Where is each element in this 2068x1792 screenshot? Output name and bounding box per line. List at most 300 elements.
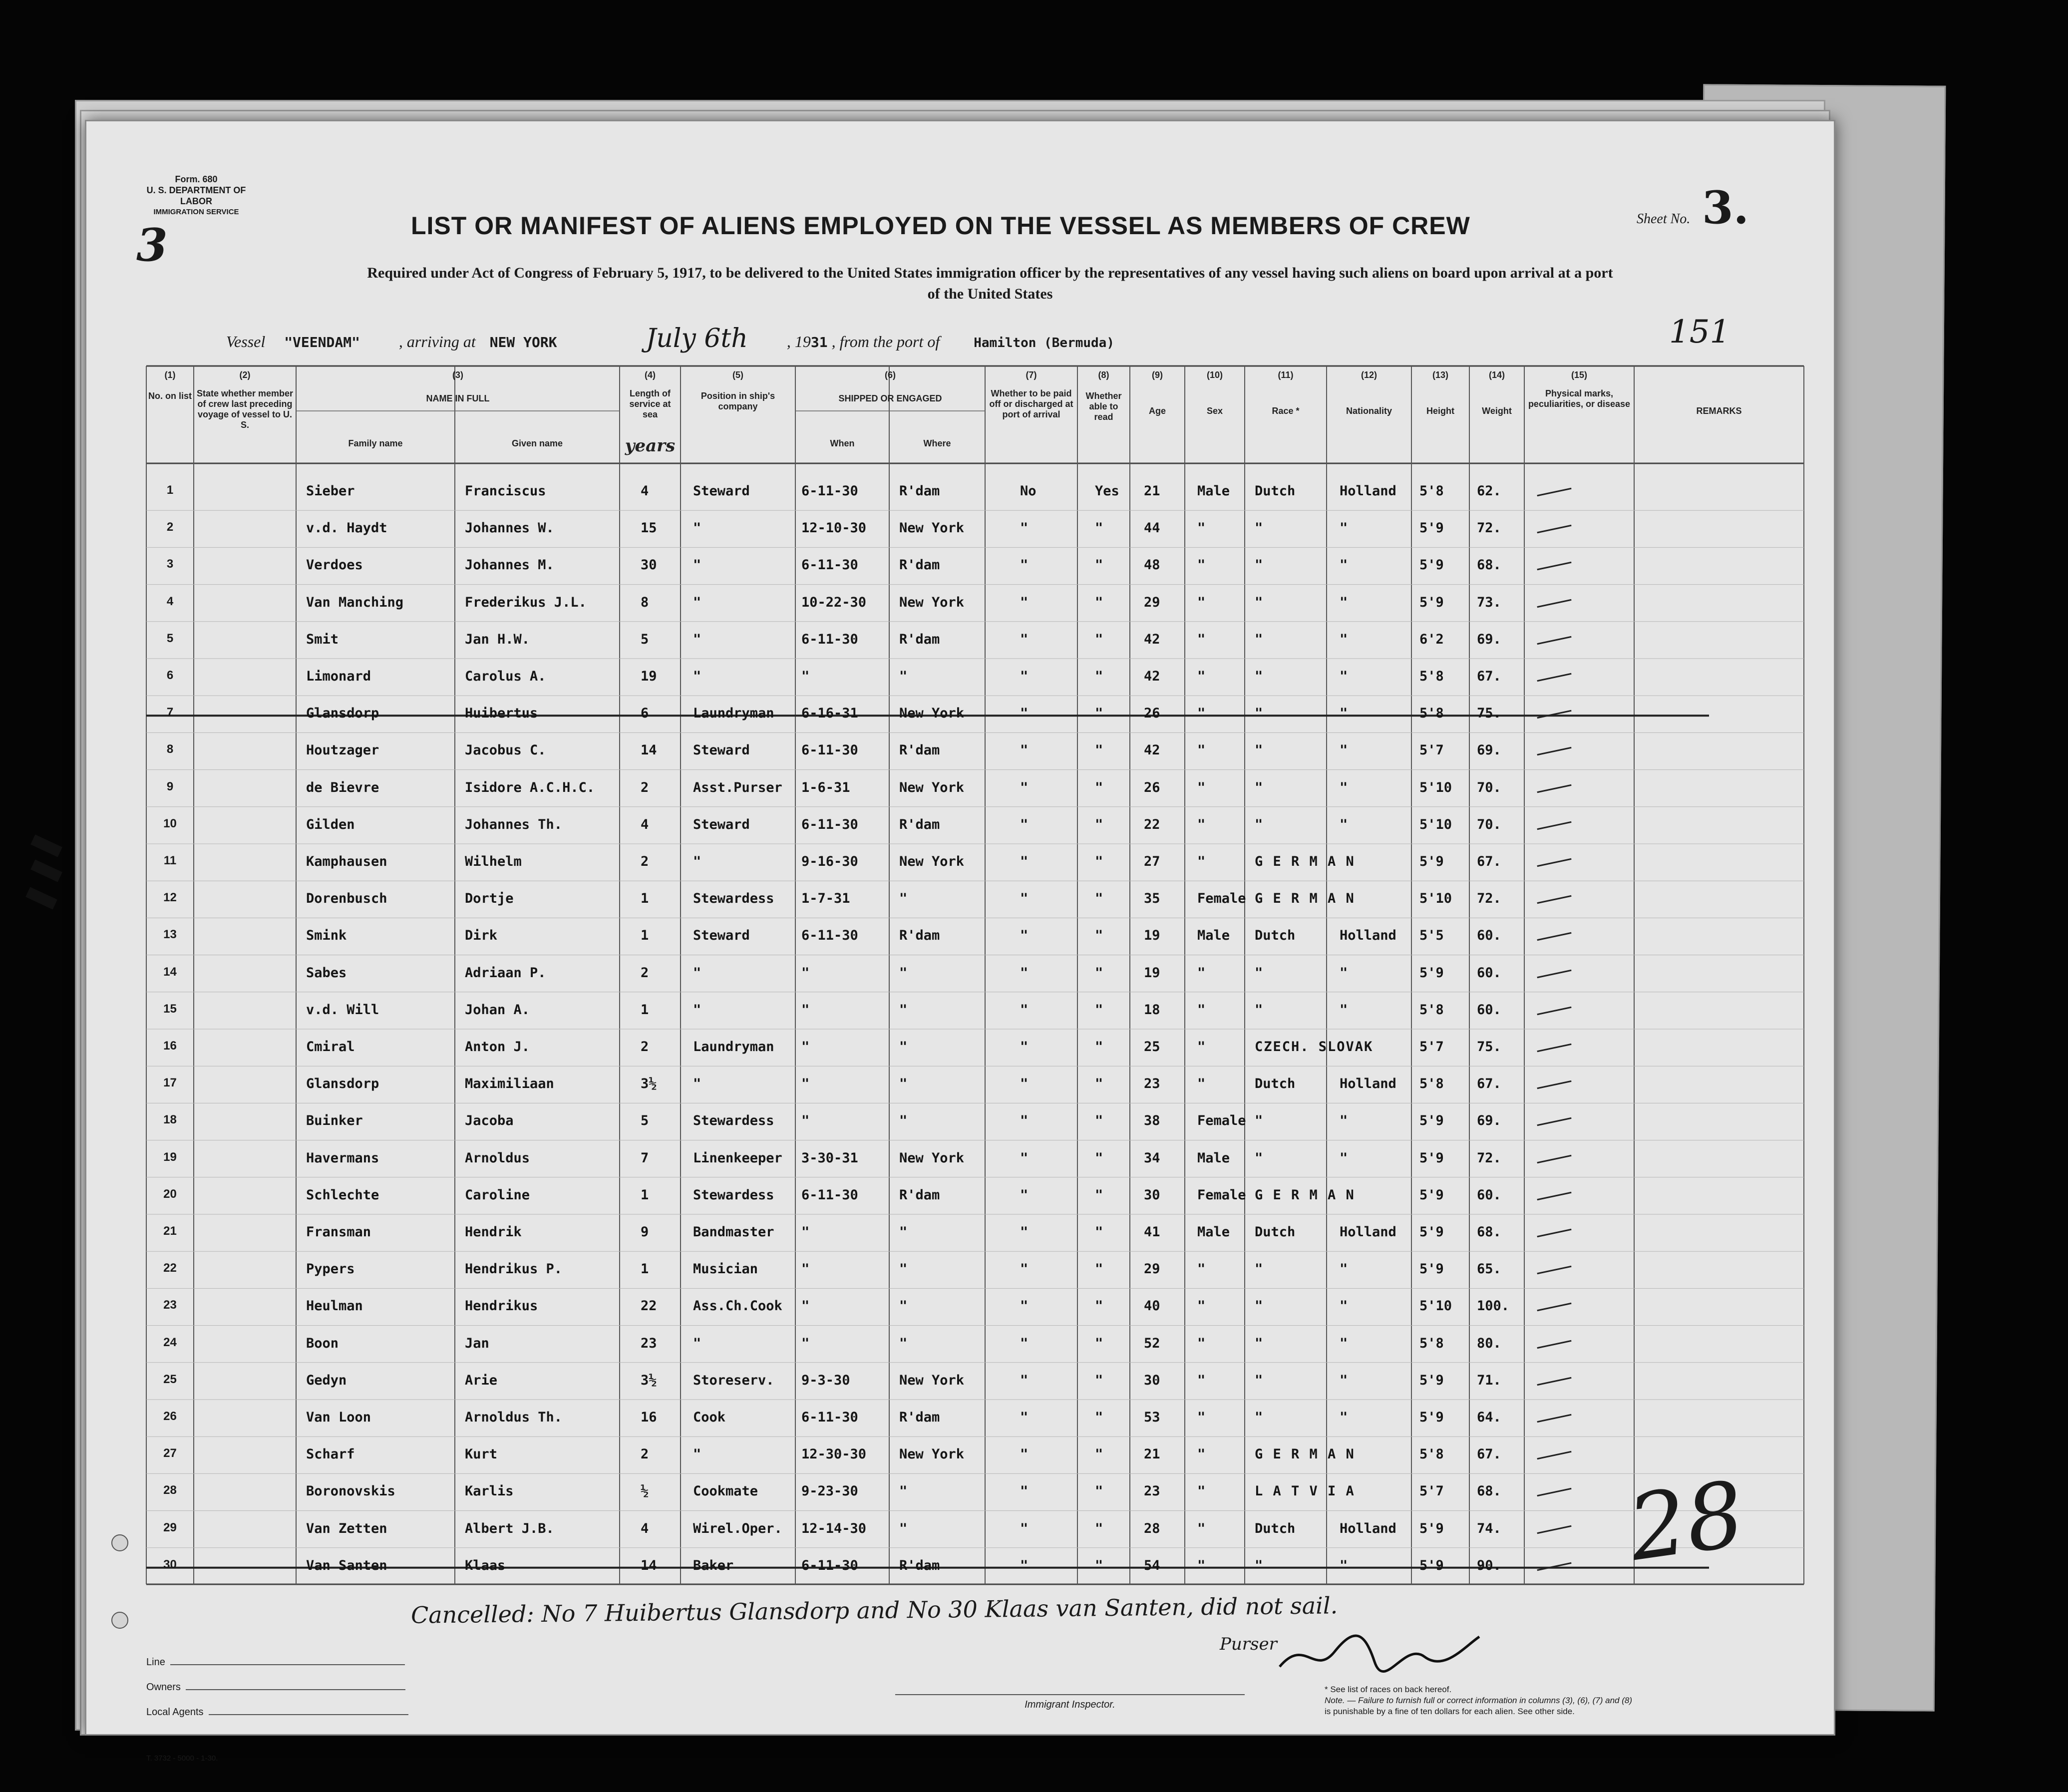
cell-nationality: "	[1340, 1002, 1348, 1018]
cell-family-name: Boronovskis	[306, 1483, 395, 1499]
cell-able-to-read: "	[1095, 706, 1103, 721]
row-number: 29	[163, 1520, 177, 1534]
physical-marks-dash	[1537, 747, 1571, 755]
physical-marks-dash	[1537, 858, 1571, 867]
cell-shipped-where: R'dam	[899, 483, 940, 499]
cell-service-years: 4	[641, 816, 649, 832]
row-number: 8	[166, 742, 174, 756]
cell-height: 5'9	[1419, 594, 1444, 610]
cell-family-name: Verdoes	[306, 557, 363, 573]
cell-sex: "	[1197, 1372, 1206, 1388]
cell-shipped-where: "	[899, 1520, 908, 1536]
cell-weight: 69.	[1477, 1113, 1501, 1129]
cell-shipped-when: "	[801, 1039, 810, 1055]
cell-position: "	[693, 1446, 701, 1462]
cell-service-years: 1	[641, 1002, 649, 1018]
cell-paid-off: "	[1020, 1261, 1029, 1277]
physical-marks-dash	[1537, 1229, 1571, 1237]
physical-marks-dash	[1537, 1303, 1571, 1311]
cell-family-name: Heulman	[306, 1298, 363, 1314]
physical-marks-dash	[1537, 1525, 1571, 1533]
cell-age: 30	[1144, 1372, 1160, 1388]
cell-shipped-when: "	[801, 1335, 810, 1351]
cell-position: Steward	[693, 483, 750, 499]
cell-service-years: 23	[641, 1335, 657, 1351]
table-row	[86, 1333, 1834, 1370]
cell-weight: 65.	[1477, 1261, 1501, 1277]
cell-shipped-where: "	[899, 1298, 908, 1314]
cell-shipped-where: New York	[899, 854, 965, 869]
table-row	[86, 1110, 1834, 1147]
row-number: 4	[166, 594, 174, 608]
physical-marks-dash	[1537, 821, 1571, 830]
cell-weight: 67.	[1477, 854, 1501, 869]
cell-shipped-where: "	[899, 965, 908, 981]
column-header-when: When	[830, 438, 855, 448]
arrival-port: NEW YORK	[489, 334, 557, 351]
vessel-name: "VEENDAM"	[284, 334, 360, 351]
cell-able-to-read: "	[1095, 891, 1103, 907]
cell-service-years: ½	[641, 1483, 649, 1499]
cell-shipped-when: 12-30-30	[801, 1446, 867, 1462]
cell-sex: "	[1197, 631, 1206, 647]
cell-age: 29	[1144, 1261, 1160, 1277]
cell-nationality: "	[1340, 1372, 1348, 1388]
cell-shipped-where: R'dam	[899, 1557, 940, 1573]
cell-able-to-read: "	[1095, 779, 1103, 795]
cell-age: 35	[1144, 891, 1160, 907]
cell-position: Stewardess	[693, 1113, 774, 1129]
cell-sex: "	[1197, 594, 1206, 610]
cell-paid-off: "	[1020, 1187, 1029, 1203]
cell-weight: 70.	[1477, 779, 1501, 795]
row-number: 21	[163, 1224, 177, 1238]
cell-shipped-where: New York	[899, 520, 965, 536]
cell-weight: 70.	[1477, 816, 1501, 832]
cell-nationality: "	[1340, 965, 1348, 981]
row-number: 27	[163, 1446, 177, 1460]
table-row	[86, 1147, 1834, 1184]
cell-sex: "	[1197, 1039, 1206, 1055]
cell-race: Dutch	[1255, 1520, 1296, 1536]
cell-shipped-when: 10-22-30	[801, 594, 867, 610]
cell-sex: Female	[1197, 1113, 1246, 1129]
footer-owners	[146, 1682, 405, 1693]
cell-sex: "	[1197, 1335, 1206, 1351]
column-number-c9: (9)	[1152, 370, 1163, 380]
cell-family-name: Limonard	[306, 669, 371, 684]
cell-weight: 62.	[1477, 483, 1501, 499]
year: 31	[810, 334, 828, 351]
physical-marks-dash	[1537, 1488, 1571, 1496]
column-header-c3: NAME IN FULL	[426, 393, 490, 403]
table-row	[86, 814, 1834, 851]
table-row	[86, 1370, 1834, 1407]
cell-family-name: Smit	[306, 631, 339, 647]
row-number: 7	[166, 706, 174, 719]
physical-marks-dash	[1537, 1007, 1571, 1015]
cell-able-to-read: "	[1095, 557, 1103, 573]
cell-weight: 72.	[1477, 891, 1501, 907]
cell-shipped-when: 6-11-30	[801, 483, 858, 499]
cell-sex: Female	[1197, 891, 1246, 907]
cell-weight: 72.	[1477, 520, 1501, 536]
cell-age: 19	[1144, 965, 1160, 981]
cell-race: CZECH. SLOVAK	[1255, 1039, 1374, 1055]
cell-given-name: Jacobus C.	[465, 742, 546, 758]
row-number: 15	[163, 1002, 177, 1016]
cell-able-to-read: "	[1095, 1039, 1103, 1055]
cell-weight: 74.	[1477, 1520, 1501, 1536]
row-number: 3	[166, 557, 174, 571]
cell-given-name: Jan H.W.	[465, 631, 530, 647]
cell-nationality: Holland	[1340, 1520, 1396, 1536]
footer-line	[146, 1657, 405, 1668]
cell-position: Musician	[693, 1261, 758, 1277]
cell-shipped-when: 6-11-30	[801, 742, 858, 758]
row-number: 19	[163, 1150, 177, 1164]
cell-position: "	[693, 631, 701, 647]
cell-paid-off: "	[1020, 1150, 1029, 1166]
cell-race: L A T V I A	[1255, 1483, 1355, 1499]
from-port-label: , from the port of	[831, 333, 940, 351]
cell-given-name: Albert J.B.	[465, 1520, 554, 1536]
cell-sex: "	[1197, 1483, 1206, 1499]
cell-nationality: "	[1340, 1410, 1348, 1425]
cell-age: 48	[1144, 557, 1160, 573]
cell-shipped-where: New York	[899, 779, 965, 795]
cell-weight: 100.	[1477, 1298, 1510, 1314]
cell-position: "	[693, 1002, 701, 1018]
cell-sex: "	[1197, 1557, 1206, 1573]
subtitle-line-1: Required under Act of Congress of February 5, 1917, to be delivered to the United States immigration officer by the representatives of any vessel having such aliens on board upon arrival at a port	[367, 265, 1613, 281]
cell-age: 25	[1144, 1039, 1160, 1055]
cell-paid-off: "	[1020, 557, 1029, 573]
cell-shipped-where: New York	[899, 594, 965, 610]
cell-weight: 69.	[1477, 631, 1501, 647]
cell-able-to-read: "	[1095, 1187, 1103, 1203]
cell-shipped-when: 6-11-30	[801, 928, 858, 944]
cell-given-name: Hendrikus	[465, 1298, 538, 1314]
cell-able-to-read: "	[1095, 1298, 1103, 1314]
from-port: Hamilton (Bermuda)	[974, 336, 1114, 351]
cell-service-years: 15	[641, 520, 657, 536]
cell-nationality: "	[1340, 706, 1348, 721]
cell-shipped-where: R'dam	[899, 816, 940, 832]
cell-position: Steward	[693, 742, 750, 758]
cell-given-name: Wilhelm	[465, 854, 522, 869]
cell-shipped-when: "	[801, 669, 810, 684]
cell-given-name: Johannes Th.	[465, 816, 563, 832]
cell-race: G E R M A N	[1255, 891, 1355, 907]
cell-nationality: "	[1340, 742, 1348, 758]
cell-weight: 90.	[1477, 1557, 1501, 1573]
cell-service-years: 2	[641, 1446, 649, 1462]
cell-position: Baker	[693, 1557, 734, 1573]
table-row	[86, 851, 1834, 888]
row-number: 20	[163, 1187, 177, 1201]
cell-family-name: Gedyn	[306, 1372, 347, 1388]
arriving-label: , arriving at	[398, 333, 476, 351]
cell-paid-off: "	[1020, 1410, 1029, 1425]
physical-marks-dash	[1537, 1451, 1571, 1459]
cell-weight: 60.	[1477, 1187, 1501, 1203]
cell-service-years: 19	[641, 669, 657, 684]
cell-sex: "	[1197, 669, 1206, 684]
cell-able-to-read: "	[1095, 1483, 1103, 1499]
cell-weight: 72.	[1477, 1150, 1501, 1166]
cell-shipped-where: New York	[899, 706, 965, 721]
row-number: 25	[163, 1372, 177, 1386]
cell-race: G E R M A N	[1255, 1187, 1355, 1203]
cell-paid-off: "	[1020, 520, 1029, 536]
cell-weight: 71.	[1477, 1372, 1501, 1388]
cell-shipped-when: "	[801, 1224, 810, 1240]
inspector-label: Immigrant Inspector.	[1025, 1699, 1115, 1710]
cell-paid-off: "	[1020, 1076, 1029, 1092]
cell-age: 42	[1144, 742, 1160, 758]
column-number-c5: (5)	[732, 370, 743, 380]
column-header-c2: State whether member of crew last preceding voyage of vessel to U. S.	[196, 388, 294, 430]
vessel-label: Vessel	[226, 333, 266, 351]
cell-paid-off: "	[1020, 1002, 1029, 1018]
cell-paid-off: "	[1020, 1298, 1029, 1314]
cell-weight: 60.	[1477, 928, 1501, 944]
cell-paid-off: "	[1020, 854, 1029, 869]
physical-marks-dash	[1537, 710, 1571, 718]
cell-able-to-read: "	[1095, 854, 1103, 869]
cell-nationality: "	[1340, 1557, 1348, 1573]
cell-service-years: 2	[641, 1039, 649, 1055]
cell-shipped-when: "	[801, 1113, 810, 1129]
cell-height: 5'10	[1419, 816, 1452, 832]
cell-height: 5'9	[1419, 1187, 1444, 1203]
cell-given-name: Hendrikus P.	[465, 1261, 563, 1277]
table-row	[86, 925, 1834, 962]
cell-sex: "	[1197, 742, 1206, 758]
physical-marks-dash	[1537, 1117, 1571, 1126]
cell-sex: "	[1197, 1002, 1206, 1018]
table-row	[86, 1221, 1834, 1258]
cell-shipped-when: 12-10-30	[801, 520, 867, 536]
cell-sex: Female	[1197, 1187, 1246, 1203]
column-number-c11: (11)	[1278, 370, 1294, 380]
cell-family-name: v.d. Will	[306, 1002, 379, 1018]
physical-marks-dash	[1537, 1044, 1571, 1052]
cell-height: 5'8	[1419, 1446, 1444, 1462]
cell-race: "	[1255, 779, 1263, 795]
row-number: 23	[163, 1298, 177, 1312]
cell-family-name: Fransman	[306, 1224, 371, 1240]
cell-race: "	[1255, 1261, 1263, 1277]
cell-shipped-when: 9-16-30	[801, 854, 858, 869]
cell-shipped-when: "	[801, 1298, 810, 1314]
cell-age: 42	[1144, 669, 1160, 684]
cell-able-to-read: "	[1095, 1261, 1103, 1277]
table-row	[86, 592, 1834, 629]
cell-paid-off: "	[1020, 891, 1029, 907]
cell-position: Laundryman	[693, 706, 774, 721]
cell-family-name: Scharf	[306, 1446, 355, 1462]
cell-height: 5'9	[1419, 1224, 1444, 1240]
cell-weight: 73.	[1477, 594, 1501, 610]
cell-shipped-where: R'dam	[899, 928, 940, 944]
row-number: 14	[163, 965, 177, 979]
column-header-c10: Sex	[1206, 406, 1223, 416]
cell-family-name: Van Manching	[306, 594, 404, 610]
cell-sex: "	[1197, 1076, 1206, 1092]
row-number: 10	[163, 816, 177, 830]
cell-position: Wirel.Oper.	[693, 1520, 782, 1536]
cell-shipped-when: 6-11-30	[801, 1187, 858, 1203]
table-row	[86, 777, 1834, 814]
cell-height: 5'7	[1419, 1039, 1444, 1055]
cell-family-name: Sabes	[306, 965, 347, 981]
cell-family-name: Van Zetten	[306, 1520, 387, 1536]
cell-able-to-read: "	[1095, 742, 1103, 758]
cell-able-to-read: "	[1095, 1224, 1103, 1240]
cell-shipped-when: 6-11-30	[801, 631, 858, 647]
cell-paid-off: "	[1020, 928, 1029, 944]
cell-age: 28	[1144, 1520, 1160, 1536]
cell-paid-off: "	[1020, 816, 1029, 832]
note-fine-1: Note. — Failure to furnish full or correct information in columns (3), (6), (7) and (8)	[1325, 1696, 1632, 1705]
cell-family-name: Pypers	[306, 1261, 355, 1277]
cell-sex: "	[1197, 1520, 1206, 1536]
table-row	[86, 703, 1834, 739]
column-header-years-unit: years	[625, 436, 676, 456]
column-number-c3: (3)	[452, 370, 463, 380]
cell-age: 18	[1144, 1002, 1160, 1018]
cell-shipped-where: New York	[899, 1446, 965, 1462]
cell-given-name: Frederikus J.L.	[465, 594, 587, 610]
table-row	[86, 1073, 1834, 1110]
cell-race: "	[1255, 965, 1263, 981]
row-number: 5	[166, 631, 174, 645]
cell-sex: "	[1197, 816, 1206, 832]
page-mark: 3	[136, 219, 168, 272]
cell-able-to-read: "	[1095, 1446, 1103, 1462]
cell-sex: "	[1197, 1410, 1206, 1425]
cell-paid-off: No	[1020, 483, 1036, 499]
cell-shipped-when: 6-11-30	[801, 557, 858, 573]
cell-position: "	[693, 557, 701, 573]
cell-position: "	[693, 594, 701, 610]
cell-position: Stewardess	[693, 891, 774, 907]
cell-position: Steward	[693, 928, 750, 944]
row-number: 26	[163, 1410, 177, 1423]
cell-family-name: de Bievre	[306, 779, 379, 795]
cell-given-name: Kurt	[465, 1446, 498, 1462]
cell-height: 6'2	[1419, 631, 1444, 647]
physical-marks-dash	[1537, 1266, 1571, 1274]
cell-race: "	[1255, 1372, 1263, 1388]
cell-race: "	[1255, 1410, 1263, 1425]
cell-service-years: 1	[641, 891, 649, 907]
cell-height: 5'9	[1419, 1520, 1444, 1536]
cell-sex: Male	[1197, 1224, 1230, 1240]
cell-shipped-when: 9-23-30	[801, 1483, 858, 1499]
cell-shipped-when: "	[801, 965, 810, 981]
cell-able-to-read: "	[1095, 520, 1103, 536]
cell-shipped-where: "	[899, 669, 908, 684]
cell-height: 5'8	[1419, 669, 1444, 684]
footer-agents	[146, 1707, 408, 1718]
cell-position: "	[693, 520, 701, 536]
cell-shipped-where: "	[899, 1224, 908, 1240]
cell-family-name: Van Santen	[306, 1557, 387, 1573]
purser-signature	[1275, 1622, 1484, 1682]
department-name: U. S. DEPARTMENT OF LABOR	[146, 185, 246, 206]
cell-height: 5'5	[1419, 928, 1444, 944]
row-number: 28	[163, 1483, 177, 1497]
cell-shipped-where: "	[899, 1002, 908, 1018]
cell-nationality: "	[1340, 1113, 1348, 1129]
cell-given-name: Johannes M.	[465, 557, 554, 573]
cell-sex: "	[1197, 1261, 1206, 1277]
cell-sex: Male	[1197, 928, 1230, 944]
cell-weight: 67.	[1477, 1076, 1501, 1092]
physical-marks-dash	[1537, 636, 1571, 645]
column-header-given-name: Given name	[511, 438, 563, 448]
cell-nationality: Holland	[1340, 928, 1396, 944]
cell-nationality: "	[1340, 631, 1348, 647]
cell-race: G E R M A N	[1255, 854, 1355, 869]
owners-label: Owners	[146, 1682, 181, 1693]
cell-weight: 68.	[1477, 1483, 1501, 1499]
cell-age: 53	[1144, 1410, 1160, 1425]
note-fine-2: is punishable by a fine of ten dollars for each alien. See other side.	[1325, 1707, 1575, 1716]
cell-race: "	[1255, 631, 1263, 647]
physical-marks-dash	[1537, 673, 1571, 682]
cell-paid-off: "	[1020, 1039, 1029, 1055]
cell-height: 5'8	[1419, 706, 1444, 721]
row-number: 2	[166, 520, 174, 534]
cell-shipped-where: R'dam	[899, 1187, 940, 1203]
cell-shipped-when: 1-6-31	[801, 779, 850, 795]
cell-height: 5'9	[1419, 854, 1444, 869]
cell-race: "	[1255, 706, 1263, 721]
cell-race: Dutch	[1255, 928, 1296, 944]
cell-nationality: "	[1340, 669, 1348, 684]
cell-able-to-read: "	[1095, 1076, 1103, 1092]
cell-service-years: 3½	[641, 1372, 657, 1388]
cell-given-name: Arie	[465, 1372, 498, 1388]
cell-race: Dutch	[1255, 1076, 1296, 1092]
cell-shipped-where: New York	[899, 1372, 965, 1388]
cell-service-years: 2	[641, 779, 649, 795]
cell-age: 19	[1144, 928, 1160, 944]
cell-weight: 75.	[1477, 1039, 1501, 1055]
column-number-c15: (15)	[1571, 370, 1587, 380]
cell-sex: Male	[1197, 1150, 1230, 1166]
cell-weight: 68.	[1477, 557, 1501, 573]
cell-family-name: Houtzager	[306, 742, 379, 758]
physical-marks-dash	[1537, 1414, 1571, 1423]
row-number: 24	[163, 1335, 177, 1349]
cell-race: "	[1255, 669, 1263, 684]
column-header-c4: Length of service at sea	[629, 388, 671, 419]
cell-shipped-where: R'dam	[899, 742, 940, 758]
row-number: 9	[166, 779, 174, 793]
cell-shipped-when: 12-14-30	[801, 1520, 867, 1536]
cell-service-years: 6	[641, 706, 649, 721]
table-row	[86, 554, 1834, 591]
cell-given-name: Jan	[465, 1335, 489, 1351]
cell-nationality: "	[1340, 1298, 1348, 1314]
cell-position: "	[693, 1076, 701, 1092]
sheet-number: 3.	[1702, 181, 1749, 234]
